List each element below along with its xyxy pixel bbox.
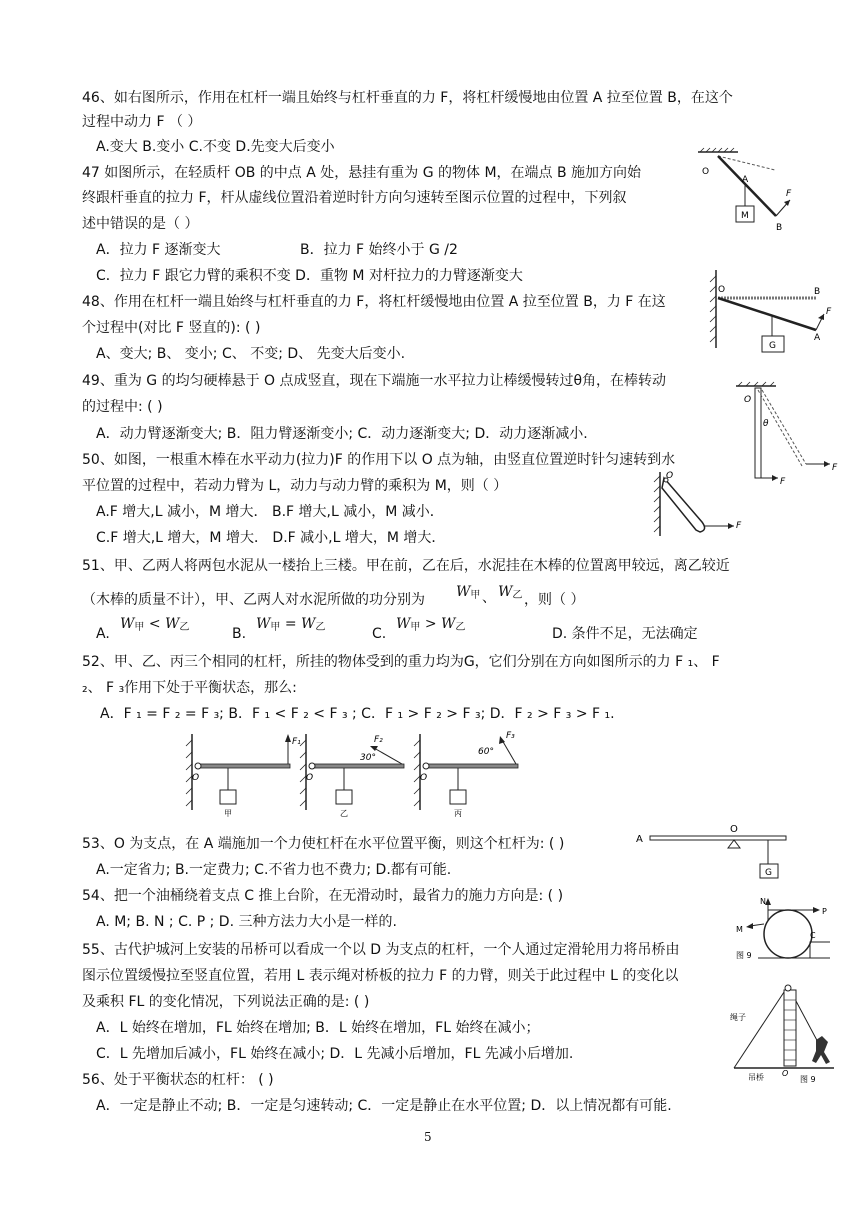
q52-label-f3: F₃ bbox=[506, 731, 515, 741]
q48-stem-line2: 个过程中(对比 F 竖直的): ( ) bbox=[82, 320, 261, 336]
q53-label-a: A bbox=[636, 834, 643, 845]
q49-label-f2: F bbox=[832, 463, 838, 473]
q49-label-theta: θ bbox=[763, 419, 769, 429]
q55-stem-line1: 55、古代护城河上安装的吊桥可以看成一个以 D 为支点的杠杆，一个人通过定滑轮用力将吊桥由 bbox=[82, 942, 680, 958]
q50-options-ab: A.F 增大,L 减小，M 增大． B.F 增大,L 减小，M 减小． bbox=[96, 504, 444, 520]
q55-label-o: O bbox=[782, 1069, 789, 1078]
q47-label-o: O bbox=[702, 167, 710, 177]
q49-figure bbox=[726, 384, 846, 487]
q55-stem-line2: 图示位置缓慢拉至竖直位置，若用 L 表示绳对桥板的拉力 F 的力臂，则关于此过程中 L 的变化以 bbox=[82, 968, 679, 984]
q54-options: A. M; B. N ; C. P ; D. 三种方法力大小是一样的. bbox=[96, 914, 397, 930]
q55-figure bbox=[724, 980, 844, 1086]
q54-label-p: P bbox=[822, 907, 827, 916]
q54-label-n: N bbox=[760, 897, 766, 906]
q48-label-a: A bbox=[814, 333, 821, 343]
q49-stem-line2: 的过程中: ( ) bbox=[82, 399, 163, 415]
q51-option-b-label: B. bbox=[232, 626, 247, 642]
q56-stem: 56、处于平衡状态的杠杆： ( ) bbox=[82, 1072, 274, 1088]
q54-figure bbox=[734, 896, 834, 964]
q48-stem-line1: 48、作用在杠杆一端且始终与杠杆垂直的力 F，将杠杆缓慢地由位置 A 拉至位置 B，力 F 在这 bbox=[82, 294, 666, 310]
q52-label-ang2: 30° bbox=[360, 753, 376, 763]
q50-label-f: F bbox=[736, 521, 742, 531]
q50-options-cd: C.F 增大,L 增大，M 增大． D.F 减小,L 增大，M 增大． bbox=[96, 530, 446, 546]
q53-stem: 53、O 为支点，在 A 端施加一个力使杠杆在水平位置平衡，则这个杠杆为: ( ) bbox=[82, 836, 565, 852]
q51-dun: 、 bbox=[482, 590, 496, 606]
page-number: 5 bbox=[424, 1130, 432, 1144]
q47-option-b: B．拉力 F 始终小于 G /2 bbox=[300, 242, 458, 258]
q52-label-o2: O bbox=[306, 773, 314, 783]
q55-options-ab: A．L 始终在增加，FL 始终在增加; B．L 始终在增加，FL 始终在减小； bbox=[96, 1020, 540, 1036]
q52-label-bing: 丙 bbox=[454, 809, 462, 818]
q52-lever-jia bbox=[186, 734, 301, 818]
q53-label-o: O bbox=[730, 824, 738, 835]
q51-stem-line2b: ，则（ ） bbox=[524, 592, 585, 608]
q51-w-jia: $W_甲$ bbox=[456, 584, 481, 601]
q48-label-g: G bbox=[769, 341, 776, 351]
q51-stem-line2a: （木棒的质量不计），甲、乙两人对水泥所做的功分别为 bbox=[82, 592, 425, 608]
q49-label-f1: F bbox=[780, 477, 786, 487]
q48-label-b: B bbox=[814, 287, 821, 297]
q51-option-a-formula: $W_甲 < W_乙$ bbox=[120, 616, 190, 633]
q50-stem-line1: 50、如图，一根重木棒在水平动力(拉力)F 的作用下以 O 点为轴，由竖直位置逆时针匀速转到水 bbox=[82, 452, 676, 468]
q52-figure bbox=[184, 730, 524, 818]
q47-stem-line2: 终跟杆垂直的拉力 F，杆从虚线位置沿着逆时针方向匀速转至图示位置的过程中，下列叙 bbox=[82, 190, 627, 206]
q46-options: A.变大 B.变小 C.不变 D.先变大后变小 bbox=[96, 139, 335, 155]
q49-label-o: O bbox=[744, 395, 752, 405]
q48-options: A、变大; B、 变小; C、 不变; D、 先变大后变小. bbox=[96, 346, 406, 362]
q54-stem: 54、把一个油桶绕着支点 C 推上台阶，在无滑动时，最省力的施力方向是: ( ) bbox=[82, 888, 564, 904]
q50-label-o: O bbox=[666, 471, 674, 481]
q53-label-g: G bbox=[765, 868, 772, 878]
q51-option-a-label: A. bbox=[96, 626, 110, 642]
q47-stem-line3: 述中错误的是（ ） bbox=[82, 216, 199, 232]
q52-lever-bing bbox=[414, 731, 518, 818]
q52-label-f1: F₁ bbox=[292, 737, 301, 747]
q52-label-o1: O bbox=[192, 773, 200, 783]
q52-label-f2: F₂ bbox=[374, 735, 383, 745]
q52-stem-line1: 52、甲、乙、丙三个相同的杠杆，所挂的物体受到的重力均为G，它们分别在方向如图所示的力 F ₁、 F bbox=[82, 654, 720, 670]
q51-option-c-formula: $W_甲 > W_乙$ bbox=[396, 616, 466, 633]
q47-label-b: B bbox=[776, 223, 783, 233]
q48-figure bbox=[706, 268, 836, 358]
q51-stem-line1: 51、甲、乙两人将两包水泥从一楼抬上三楼。甲在前，乙在后，水泥挂在木棒的位置离甲较远，离乙较近 bbox=[82, 558, 730, 574]
q52-stem-line2: ₂、 F ₃作用下处于平衡状态，那么: bbox=[82, 680, 297, 696]
q47-label-a: A bbox=[742, 175, 749, 185]
q46-stem-line1: 46、如右图所示，作用在杠杆一端且始终与杠杆垂直的力 F，将杠杆缓慢地由位置 A 拉至位置 B，在这个 bbox=[82, 90, 733, 106]
q48-label-o: O bbox=[718, 285, 726, 295]
q52-label-o3: O bbox=[420, 773, 428, 783]
q54-fig-caption: 图 9 bbox=[736, 951, 752, 960]
q47-label-m: M bbox=[741, 211, 749, 221]
q52-lever-yi bbox=[300, 734, 404, 818]
q47-options-cd: C．拉力 F 跟它力臂的乘积不变 D．重物 M 对杆拉力的力臂逐渐变大 bbox=[96, 268, 523, 284]
q47-label-f: F bbox=[786, 189, 792, 199]
q52-label-ang3: 60° bbox=[478, 747, 494, 757]
q51-w-yi: $W_乙$ bbox=[498, 584, 523, 601]
q47-figure bbox=[690, 148, 810, 238]
q53-options: A.一定省力; B.一定费力; C.不省力也不费力; D.都有可能. bbox=[96, 862, 452, 878]
q52-label-yi: 乙 bbox=[340, 809, 348, 818]
q55-label-bridge: 吊桥 bbox=[748, 1073, 764, 1082]
q49-stem-line1: 49、重为 G 的均匀硬棒悬于 O 点成竖直，现在下端施一水平拉力让棒缓慢转过θ角，在棒转动 bbox=[82, 373, 667, 389]
q53-figure bbox=[634, 818, 794, 882]
q54-label-c: C bbox=[810, 931, 816, 940]
q55-options-cd: C．L 先增加后减小，FL 始终在减小; D．L 先减小后增加，FL 先减小后增加. bbox=[96, 1046, 574, 1062]
q50-stem-line2: 平位置的过程中，若动力臂为 L，动力与动力臂的乘积为 M，则（ ） bbox=[82, 478, 508, 494]
q52-options: A．F ₁ = F ₂ = F ₃; B．F ₁ < F ₂ < F ₃ ; C．F ₁ > F ₂ > F ₃; D．F ₂ > F ₃ > F ₁. bbox=[100, 706, 615, 722]
q55-stem-line3: 及乘积 FL 的变化情况，下列说法正确的是: ( ) bbox=[82, 994, 370, 1010]
q55-fig-caption: 图 9 bbox=[800, 1075, 816, 1084]
q46-stem-line2: 过程中动力 F （ ） bbox=[82, 114, 202, 130]
q56-options: A．一定是静止不动; B．一定是匀速转动; C．一定是静止在水平位置; D．以上情况都有可能. bbox=[96, 1098, 672, 1114]
q50-figure bbox=[654, 470, 754, 540]
q49-options: A．动力臂逐渐变大; B．阻力臂逐渐变小; C．动力逐渐变大; D．动力逐渐减小. bbox=[96, 426, 588, 442]
q51-option-b-formula: $W_甲 = W_乙$ bbox=[256, 616, 326, 633]
q51-option-c-label: C. bbox=[372, 626, 387, 642]
q54-label-m: M bbox=[736, 925, 743, 934]
q51-option-d: D. 条件不足，无法确定 bbox=[552, 626, 698, 642]
q55-label-rope: 绳子 bbox=[730, 1013, 746, 1022]
q47-option-a: A．拉力 F 逐渐变大 bbox=[96, 242, 221, 258]
q48-label-f: F bbox=[826, 307, 832, 317]
q52-label-jia: 甲 bbox=[224, 809, 232, 818]
q47-stem-line1: 47 如图所示，在轻质杆 OB 的中点 A 处，悬挂有重为 G 的物体 M，在端点 B 施加方向始 bbox=[82, 165, 642, 181]
